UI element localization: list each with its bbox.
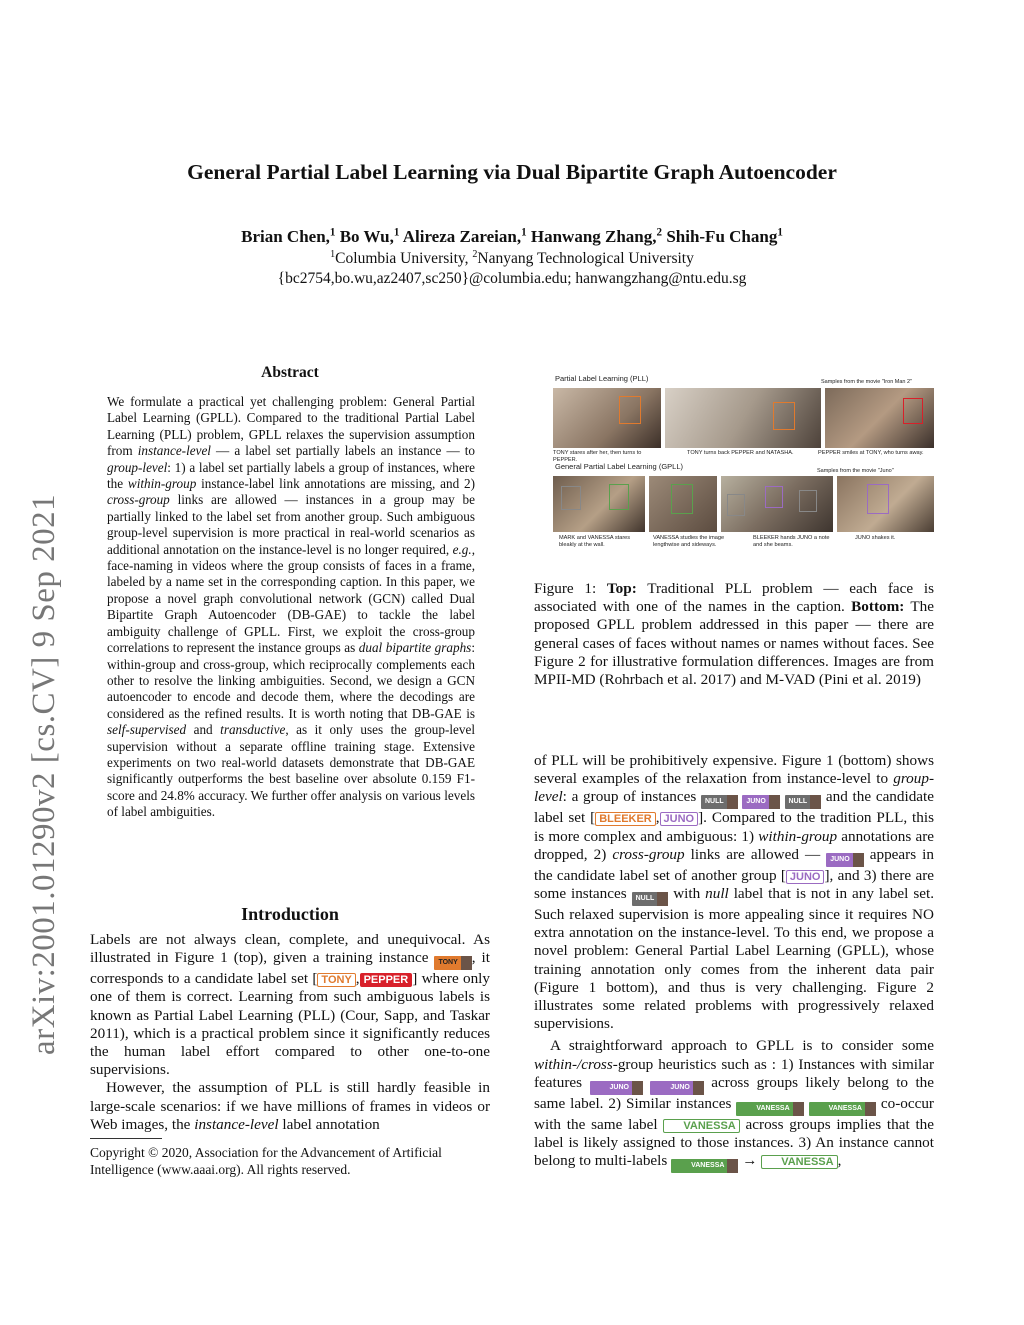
tony-instance-chip: TONY (434, 956, 471, 970)
author-name: Bo Wu, (339, 227, 394, 246)
figure-caption-snippet: BLEEKER hands JUNO a note and she beams. (753, 535, 830, 548)
figure-caption-snippet: TONY stares after her, then turns to PEPPER. (553, 450, 642, 463)
figure-caption-snippet: TONY turns back PEPPER and NATASHA. (687, 450, 794, 456)
copyright-footnote: Copyright © 2020, Association for the Advancement of Artificial Intelligence (www.aaai.org). All rights reserved. (90, 1145, 442, 1177)
gpll-label: General Partial Label Learning (GPLL) (555, 462, 683, 471)
abstract-heading: Abstract (261, 364, 319, 381)
figure-caption-snippet: VANESSA studies the image lengthwise and sideways. (653, 535, 725, 548)
juno-label-tag: JUNO (660, 812, 699, 826)
author-name: Shih-Fu Chang (666, 227, 778, 246)
juno-instance-chip: JUNO (650, 1081, 703, 1095)
face-box (799, 490, 817, 512)
face-box (561, 486, 581, 510)
face-box (727, 494, 745, 516)
vanessa-instance-chip: VANESSA (736, 1102, 803, 1116)
tony-label-tag: TONY (317, 973, 355, 987)
photo (825, 388, 934, 448)
face-box (609, 484, 629, 510)
vanessa-instance-chip: VANESSA (671, 1159, 738, 1173)
arxiv-identifier: arXiv:2001.01290v2 [cs.CV] 9 Sep 2021 (26, 493, 62, 1055)
juno-label-tag: JUNO (786, 870, 825, 884)
face-box (867, 484, 889, 514)
author-name: Alireza Zareian, (402, 227, 522, 246)
bleeker-label-tag: BLEEKER (595, 812, 656, 826)
juno-instance-chip: JUNO (742, 795, 779, 809)
face-box (619, 396, 641, 424)
figure-caption-snippet: MARK and VANESSA stares bleakly at the wall. (559, 535, 631, 548)
affiliations: $^1$Columbia University, $^2$Nanyang Technological University (330, 248, 694, 267)
paragraph: However, the assumption of PLL is still hardly feasible in large-scale scenarios: if we have millions of frames in videos or Web images, the instance-level label annotation (90, 1079, 490, 1133)
photo (553, 388, 661, 448)
photo (553, 476, 645, 532)
juno-instance-chip: JUNO (590, 1081, 643, 1095)
photo (837, 476, 934, 532)
figure-caption-snippet: PEPPER smiles at TONY, who turns away. (818, 450, 924, 456)
face-box (903, 398, 923, 424)
introduction-body (90, 931, 490, 1134)
photo (721, 476, 833, 532)
paragraph: A straightforward approach to GPLL is to consider some within-/cross-group heuristics such as : 1) Instances with similar features JUNO JUNO across groups likely belong to the same label. 2) Similar instances VANESSA VANESSA co-occur with the same label VANESSA across groups implies that the label is likely assigned to those instances. 3) An instance cannot belong to multi-labels VANESSA → VANESSA , (534, 1037, 934, 1173)
author-name: Brian Chen, (241, 227, 330, 246)
footnote-divider (90, 1138, 162, 1139)
author-name: Hanwang Zhang, (530, 227, 657, 246)
juno-instance-chip: JUNO (826, 853, 863, 867)
paragraph: Labels are not always clean, complete, and unequivocal. As illustrated in Figure 1 (top), given a training instance TONY , it corresponds to a candidate label set [ TONY , PEPPER ] where only one of them is correct. Learning from such ambiguous labels is known as Partial Label Learning (PLL) (Cour, Sapp, and Taskar 2011), which is a practical problem since it significantly reduces the human label effort compared to other one-to-one supervisions. (90, 931, 490, 1079)
photo (649, 476, 717, 532)
null-instance-chip: NULL (785, 795, 822, 809)
vanessa-instance-chip: VANESSA (809, 1102, 876, 1116)
face-box (765, 486, 783, 508)
author-list: Brian Chen,$^1$ Bo Wu,$^1$ Alireza Zareian,$^1$ Hanwang Zhang,$^2$ Shih-Fu Chang$^1$ (241, 226, 783, 246)
paragraph: of PLL will be prohibitively expensive. Figure 1 (bottom) shows several examples of the relaxation from instance-level to group-level: a group of instances NULL JUNO NULL and the candidate label set [ BLEEKER , JUNO ]. Compared to the tradition PLL, this is more complex and ambiguous: 1) within-group annotations are dropped, 2) cross-group links are allowed — JUNO appears in the candidate label set of another group [ JUNO ], and 3) there are some instances NULL with null label that is not in any label set. Such relaxed supervision is more appealing since it requires NO extra annotation on the instance-level. To this end, we propose a novel problem: General Partial Label Learning (GPLL), whose training annotation only comes from the inherent data pair (Figure 1 bottom), and thus is very challenging. Figure 2 illustrates some related problems with progressively relaxed supervisions. (534, 752, 935, 1033)
figure-1-caption: Figure 1: Top: Traditional PLL problem — each face is associated with one of the names in the caption. Bottom: The proposed GPLL problem addressed in this paper — there are general cases of faces without names or names without faces. See Figure 2 for illustrative formulation differences. Images are from MPII-MD (Rohrbach et al. 2017) and M-VAD (Pini et al. 2019) (534, 580, 934, 689)
vanessa-label-tag: VANESSA (761, 1155, 837, 1169)
pll-source: Samples from the movie "Iron Man 2" (821, 379, 913, 385)
figure-caption-snippet: JUNO shakes it. (855, 535, 896, 541)
abstract-body: We formulate a practical yet challenging problem: General Partial Label Learning (GPLL). Compared to the traditional Partial Label Learning (PLL) problem, GPLL relaxes the supervision assumption from instance-level — a label set partially labels an instance — to group-level: 1) a label set partially labels a group of instances, where the within-group instance-label link annotations are missing, and 2) cross-group links are allowed — instances in a group may be partially linked to the label set from another group. Such ambiguous group-level supervision is more practical in real-world scenarios as additional annotation on the instance-level is no longer required, e.g., face-naming in videos where the group consists of faces in a frame, labeled by a name set in the corresponding caption. In this paper, we propose a novel graph convolutional network (GCN) called Dual Bipartite Graph Autoencoder (DB-GAE) to tackle the label ambiguity challenge of GPLL. First, we exploit the cross-group correlations to represent the instance groups as dual bipartite graphs: within-group and cross-group, which reciprocally complements each other to resolve the linking ambiguities. Second, we design a GCN autoencoder to encode and decode them, where the decodings are considered as the refined results. It is worth noting that DB-GAE is self-supervised and transductive, as it only uses the group-level supervision without a separate offline training stage. Extensive experiments on two real-world datasets demonstrate that DB-GAE significantly outperforms the best baseline over absolute 0.159 F1-score and 24.8% accuracy. We further offer analysis on various levels of label ambiguities. (107, 394, 475, 820)
null-instance-chip: NULL (701, 795, 738, 809)
author-emails: {bc2754,bo.wu,az2407,sc250}@columbia.edu; hanwangzhang@ntu.edu.sg (277, 270, 747, 287)
face-box (773, 402, 795, 430)
paper-title: General Partial Label Learning via Dual Bipartite Graph Autoencoder (187, 160, 837, 184)
pll-label: Partial Label Learning (PLL) (555, 374, 649, 383)
null-instance-chip: NULL (632, 892, 669, 906)
photo (665, 388, 821, 448)
gpll-source: Samples from the movie "Juno" (817, 468, 894, 474)
introduction-heading: Introduction (241, 904, 339, 924)
face-box (671, 484, 693, 514)
right-column-body (534, 752, 934, 1173)
pepper-label-tag: PEPPER (360, 973, 413, 987)
figure-1 (553, 374, 934, 550)
vanessa-label-tag: VANESSA (663, 1119, 739, 1133)
